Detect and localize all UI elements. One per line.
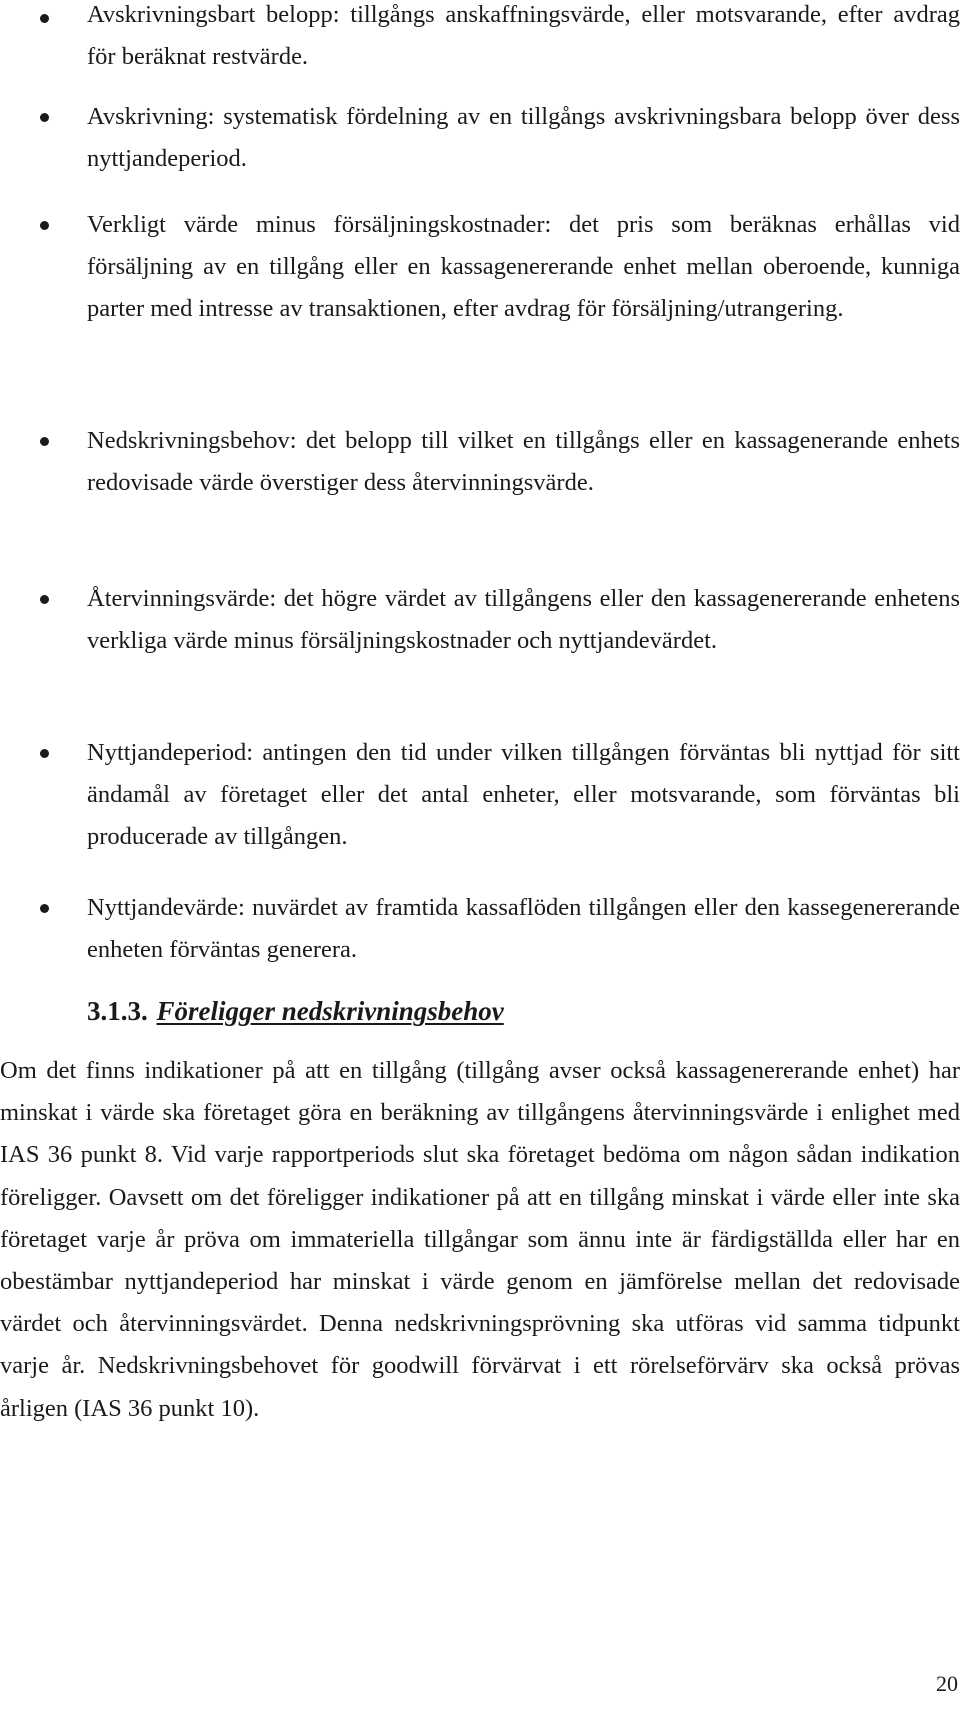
page-number: 20 xyxy=(936,1671,958,1696)
definition-text: Återvinningsvärde: det högre värdet av tillgångens eller den kassagenererande enhetens verkliga värde minus försäljningskostnader och nyttjandevärdet. xyxy=(87,585,960,654)
section-heading xyxy=(87,994,504,1028)
section-title: Föreligger nedskrivningsbehov xyxy=(156,996,504,1026)
body-paragraph: Om det finns indikationer på att en tillgång (tillgång avser också kassagenererande enhet) har minskat i värde ska företaget göra en beräkning av tillgångens återvinningsvärde i enlighet med IAS 36 punkt 8. Vid varje rapportperiods slut ska företaget bedöma om någon sådan indikation föreligger. Oavsett om det föreligger indikationer på att en tillgång minskat i värde eller inte ska företaget varje år pröva om immateriella tillgångar som ännu inte är färdigställda eller har en obestämbar nyttjandeperiod har minskat i värde genom en jämförelse mellan det redovisade värdet och återvinningsvärdet. Denna nedskrivningsprövning ska utföras vid samma tidpunkt varje år. Nedskrivningsbehovet för goodwill förvärvat i ett rörelseförvärv ska också prövas årligen (IAS 36 punkt 10). xyxy=(0,1057,960,1422)
bullet-icon xyxy=(40,14,49,23)
section-number: 3.1.3. xyxy=(87,996,148,1026)
definition-text: Nyttjandevärde: nuvärdet av framtida kassaflöden tillgången eller den kassegenererande enheten förväntas generera. xyxy=(87,894,960,963)
bullet-icon xyxy=(40,904,49,913)
definition-text: Avskrivningsbart belopp: tillgångs anskaffningsvärde, eller motsvarande, efter avdrag för beräknat restvärde. xyxy=(87,1,960,70)
bullet-icon xyxy=(40,595,49,604)
bullet-icon xyxy=(40,113,49,122)
bullet-icon xyxy=(40,221,49,230)
definition-text: Nyttjandeperiod: antingen den tid under vilken tillgången förväntas bli nyttjad för sitt ändamål av företaget eller det antal enheter, eller motsvarande, som förväntas bli producerade av tillgången. xyxy=(87,739,960,850)
definition-text: Avskrivning: systematisk fördelning av en tillgångs avskrivningsbara belopp över dess nyttjandeperiod. xyxy=(87,103,960,172)
definition-text: Verkligt värde minus försäljningskostnader: det pris som beräknas erhållas vid försäljning av en tillgång eller en kassagenererande enhet mellan oberoende, kunniga parter med intresse av transaktionen, efter avdrag för försäljning/utrangering. xyxy=(87,211,960,322)
definition-text: Nedskrivningsbehov: det belopp till vilket en tillgångs eller en kassagenerande enhets redovisade värde överstiger dess återvinningsvärde. xyxy=(87,427,960,496)
bullet-icon xyxy=(40,437,49,446)
bullet-icon xyxy=(40,749,49,758)
